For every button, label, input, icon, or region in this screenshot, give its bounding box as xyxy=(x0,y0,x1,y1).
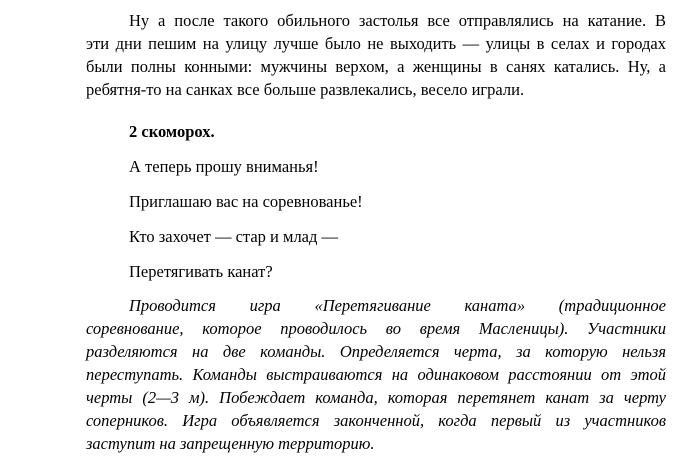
intro-line: Ну а после такого обильного застолья все отправлялись на катание. В xyxy=(129,11,666,30)
game-description-line: черты (2—3 м). Побеждает команда, которая перетянет канат за черту xyxy=(86,388,666,407)
intro-line: ребятня-то на санках все больше развлекались, весело играли. xyxy=(86,80,525,99)
intro-line: эти дни пешим на улицу лучше было не выходить — улицы в селах и городах xyxy=(86,34,666,53)
verse-line: Кто захочет — стар и млад — xyxy=(129,227,339,246)
game-description-line: заступит на запрещенную территорию. xyxy=(86,434,375,453)
game-description-line: разделяются на две команды. Определяется черта, за которую нельзя xyxy=(86,342,666,361)
game-description-line: переступать. Команды выстраиваются на одинаковом расстоянии от этой xyxy=(86,365,666,384)
intro-line: были полны конными: мужчины верхом, а женщины в санях катались. Ну, а xyxy=(86,57,666,76)
verse-line: Приглашаю вас на соревнованье! xyxy=(129,192,363,211)
game-description-line: соперников. Игра объявляется законченной, когда первый из участников xyxy=(86,411,666,430)
game-description-line: Проводится игра «Перетягивание каната» (традиционное xyxy=(129,296,666,315)
game-description-line: соревнование, которое проводилось во время Масленицы). Участники xyxy=(86,319,666,338)
game-description-paragraph xyxy=(86,294,666,455)
verse-line: А теперь прошу вниманья! xyxy=(129,157,319,176)
intro-paragraph xyxy=(86,9,666,101)
verse-line: Перетягивать канат? xyxy=(129,262,273,281)
speaker-heading: 2 скоморох. xyxy=(129,122,215,141)
